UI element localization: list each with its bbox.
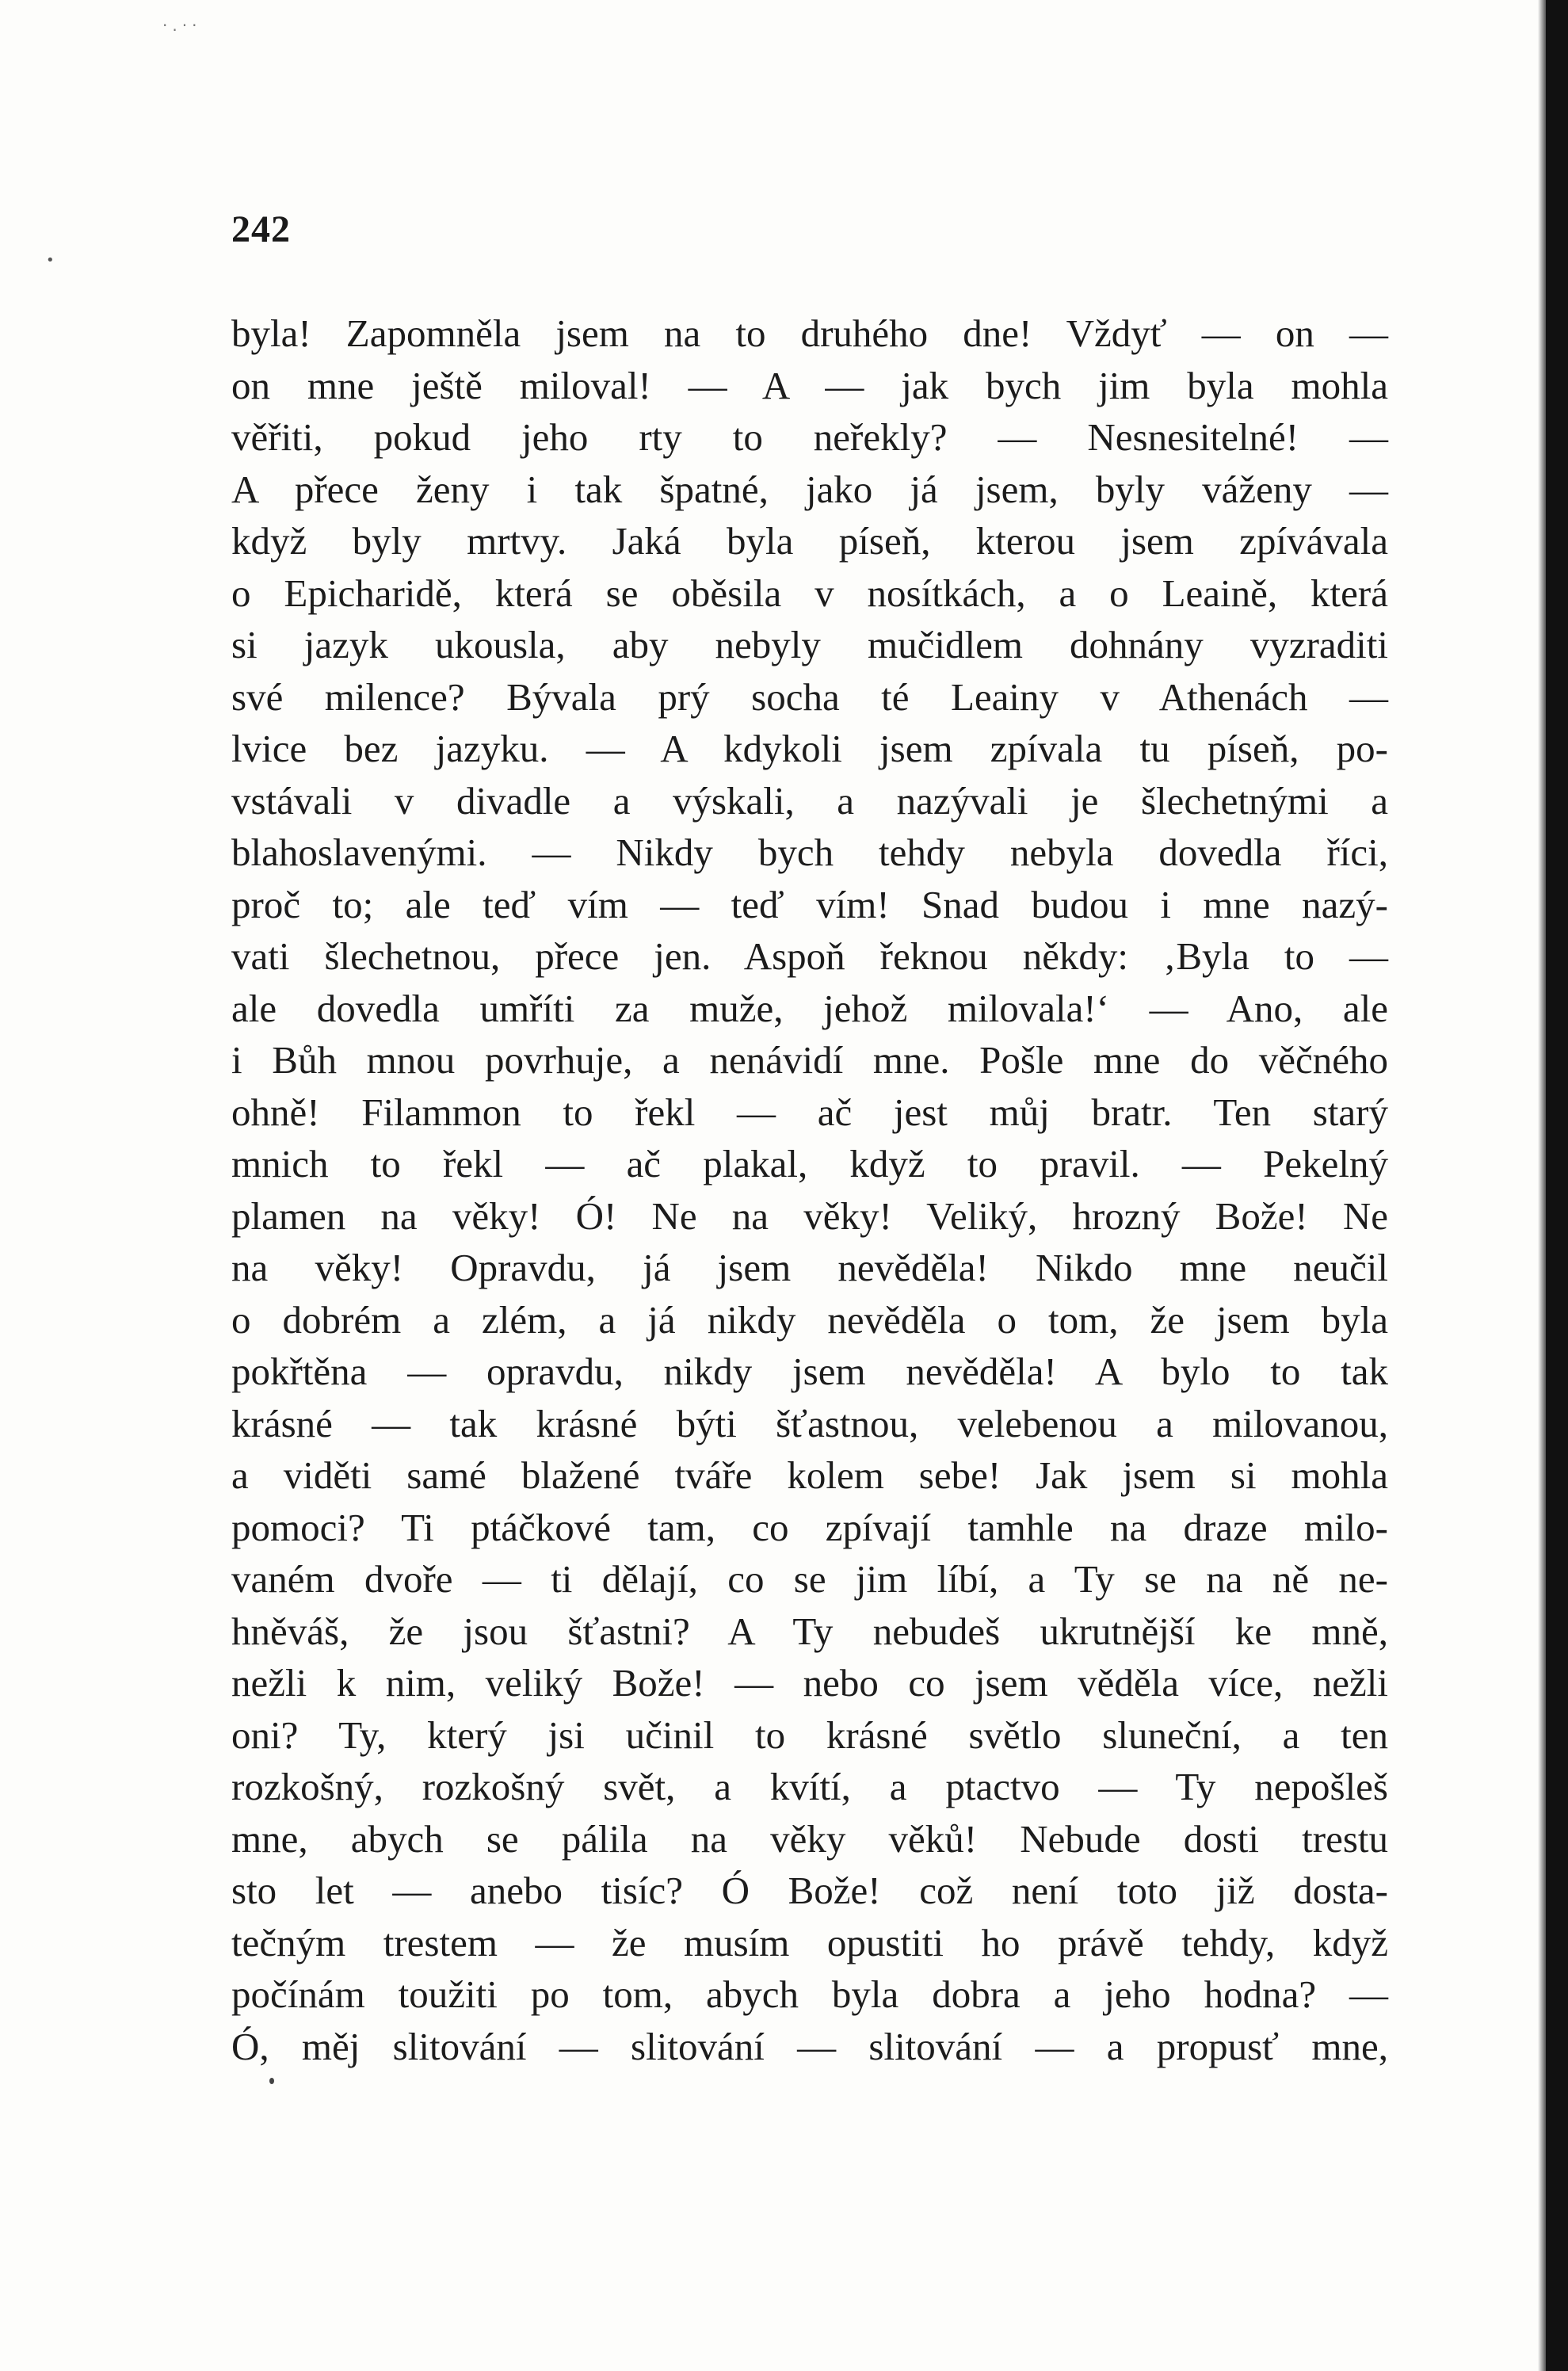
scan-edge bbox=[1546, 0, 1568, 2371]
text-line: oni? Ty, který jsi učinil to krásné světlo sluneční, a ten bbox=[231, 1712, 1388, 1757]
text-line: pokřtěna — opravdu, nikdy jsem nevěděla! A bylo to tak bbox=[231, 1350, 1388, 1393]
scan-speck: ·.·· bbox=[162, 16, 202, 35]
scan-mark: • bbox=[46, 252, 55, 269]
text-line: tečným trestem — že musím opustiti ho právě tehdy, když bbox=[231, 1920, 1388, 1964]
text-line: své milence? Bývala prý socha té Leainy v Athenách — bbox=[231, 674, 1388, 719]
text-line: proč to; ale teď vím — teď vím! Snad budou i mne nazý- bbox=[231, 882, 1388, 926]
text-line: si jazyk ukousla, aby nebyly mučidlem dohnány vyzraditi bbox=[231, 623, 1388, 666]
scan-edge-shadow bbox=[1538, 0, 1546, 2371]
text-line: blahoslavenými. — Nikdy bych tehdy nebyla dovedla říci, bbox=[231, 830, 1388, 874]
text-line: věřiti, pokud jeho rty to neřekly? — Nesnesitelné! — bbox=[231, 415, 1388, 459]
text-line: vati šlechetnou, přece jen. Aspoň řeknou někdy: ‚Byla to — bbox=[231, 934, 1388, 978]
text-line: ohně! Filammon to řekl — ač jest můj bratr. Ten starý bbox=[231, 1090, 1388, 1134]
text-line: když byly mrtvy. Jaká byla píseň, kterou jsem zpívávala bbox=[231, 519, 1388, 563]
text-line: a viděti samé blažené tváře kolem sebe! Jak jsem si mohla bbox=[231, 1453, 1388, 1497]
text-line: sto let — anebo tisíc? Ó Bože! což není toto již dosta- bbox=[231, 1869, 1388, 1912]
text-line: Ó, měj slitování — slitování — slitování — a propusť mne, bbox=[231, 2024, 1388, 2068]
page-number: 242 bbox=[231, 208, 291, 250]
text-line: o Epicharidě, která se oběsila v nosítkách, a o Leaině, která bbox=[231, 571, 1388, 615]
text-line: A přece ženy i tak špatné, jako já jsem, byly váženy — bbox=[231, 467, 1388, 511]
text-line: byla! Zapomněla jsem na to druhého dne! Vždyť — on — bbox=[231, 311, 1388, 355]
text-line: pomoci? Ti ptáčkové tam, co zpívají tamhle na draze milo- bbox=[231, 1505, 1388, 1549]
text-line: krásné — tak krásné býti šťastnou, velebenou a milovanou, bbox=[231, 1401, 1388, 1445]
text-line: vaném dvoře — ti dělají, co se jim líbí, a Ty se na ně ne- bbox=[231, 1557, 1388, 1601]
text-line: na věky! Opravdu, já jsem nevěděla! Nikdo mne neučil bbox=[231, 1246, 1388, 1289]
text-line: ale dovedla umříti za muže, jehož milovala!‘ — Ano, ale bbox=[231, 986, 1388, 1030]
text-line: počínám toužiti po tom, abych byla dobra a jeho hodna? — bbox=[231, 1972, 1388, 2016]
text-line: mnich to řekl — ač plakal, když to pravil. — Pekelný bbox=[231, 1142, 1388, 1186]
text-line: nežli k nim, veliký Bože! — nebo co jsem věděla více, nežli bbox=[231, 1661, 1388, 1705]
text-line: rozkošný, rozkošný svět, a kvítí, a ptactvo — Ty nepošleš bbox=[231, 1765, 1388, 1808]
text-line: lvice bez jazyku. — A kdykoli jsem zpívala tu píseň, po- bbox=[231, 727, 1388, 770]
text-line: i Bůh mnou povrhuje, a nenávidí mne. Pošle mne do věčného bbox=[231, 1038, 1388, 1082]
text-line: on mne ještě miloval! — A — jak bych jim byla mohla bbox=[231, 363, 1388, 407]
text-line: plamen na věky! Ó! Ne na věky! Veliký, hrozný Bože! Ne bbox=[231, 1193, 1388, 1238]
text-line: hněváš, že jsou šťastni? A Ty nebudeš ukrutnější ke mně, bbox=[231, 1609, 1388, 1653]
scan-dot bbox=[269, 2078, 274, 2084]
body-text bbox=[231, 307, 1388, 2072]
text-line: o dobrém a zlém, a já nikdy nevěděla o tom, že jsem byla bbox=[231, 1297, 1388, 1342]
text-line: mne, abych se pálila na věky věků! Nebude dosti trestu bbox=[231, 1816, 1388, 1861]
text-line: vstávali v divadle a výskali, a nazývali je šlechetnými a bbox=[231, 778, 1388, 823]
